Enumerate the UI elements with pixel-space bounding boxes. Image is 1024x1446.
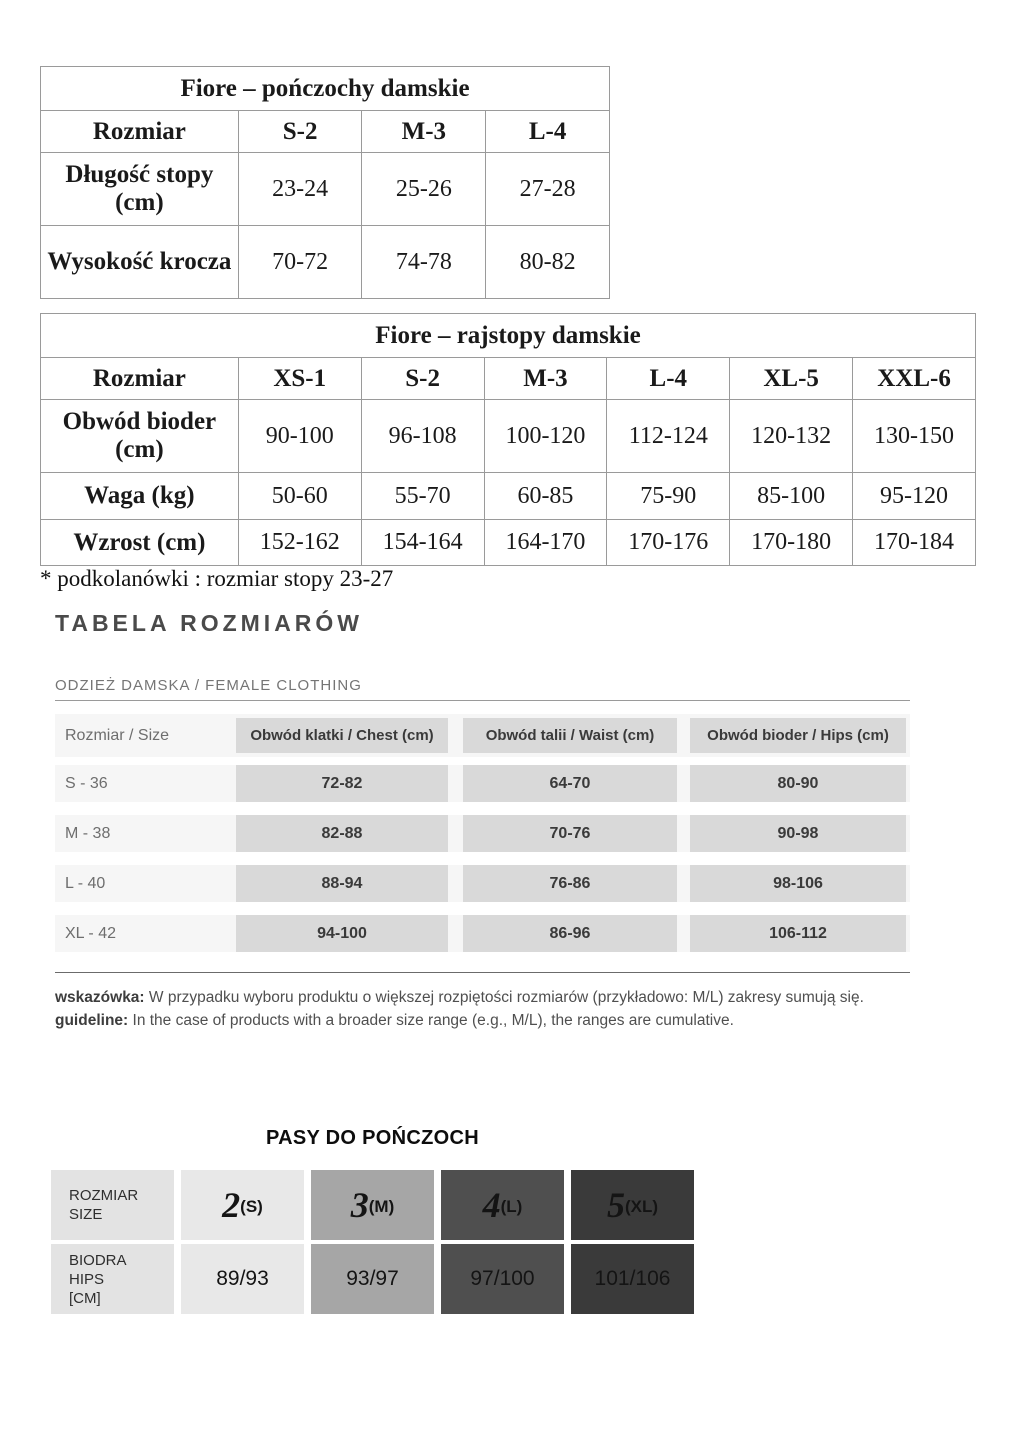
female-clothing-section-label: ODZIEŻ DAMSKA / FEMALE CLOTHING: [55, 677, 362, 694]
hint-en-text: In the case of products with a broader size range (e.g., M/L), the ranges are cumulative.: [128, 1012, 734, 1029]
stockings-header-m3: M-3: [362, 111, 486, 153]
garter-hips-label-line1: BIODRA: [69, 1251, 127, 1269]
stockings-table-title: Fiore – pończochy damskie: [41, 67, 610, 111]
table-cell: 23-24: [238, 153, 362, 226]
size-chart-row-m38: [55, 815, 910, 852]
garter-size-tag: (S): [240, 1196, 263, 1216]
garter-size-cell-s: [181, 1170, 304, 1240]
sizing-hints: [55, 986, 864, 1032]
kneesocks-footnote: * podkolanówki : rozmiar stopy 23-27: [40, 566, 394, 591]
tights-row-label-weight: Waga (kg): [41, 473, 239, 520]
hips-value: 106-112: [690, 915, 906, 952]
table-cell: 60-85: [484, 473, 607, 520]
size-chart-row-xl42: [55, 915, 910, 952]
tights-header-xs1: XS-1: [238, 358, 361, 400]
stockings-header-s2: S-2: [238, 111, 362, 153]
table-cell: 112-124: [607, 400, 730, 473]
stockings-row-label-foot-length: Długość stopy (cm): [41, 153, 239, 226]
table-cell: 170-180: [730, 520, 853, 566]
garter-hips-value: 89/93: [216, 1267, 269, 1290]
size-chart-row-l40: [55, 865, 910, 902]
table-cell: 85-100: [730, 473, 853, 520]
tights-header-rozmiar: Rozmiar: [41, 358, 239, 400]
table-cell: 100-120: [484, 400, 607, 473]
chest-value: 82-88: [236, 815, 448, 852]
table-cell: 74-78: [362, 226, 486, 299]
waist-value: 76-86: [463, 865, 677, 902]
tights-header-s2: S-2: [361, 358, 484, 400]
stockings-header-l4: L-4: [486, 111, 610, 153]
table-cell: 130-150: [853, 400, 976, 473]
hips-value: 98-106: [690, 865, 906, 902]
hint-en-label: guideline:: [55, 1012, 129, 1029]
table-cell: 80-82: [486, 226, 610, 299]
garter-size-number: 3: [350, 1185, 369, 1225]
size-label: L - 40: [65, 874, 106, 892]
divider-line: [55, 972, 910, 973]
garter-hips-cell-xl: [571, 1244, 694, 1314]
garter-belts-table: [51, 1170, 694, 1314]
table-cell: 95-120: [853, 473, 976, 520]
waist-value: 70-76: [463, 815, 677, 852]
table-cell: 90-100: [238, 400, 361, 473]
table-cell: 120-132: [730, 400, 853, 473]
garter-size-label-line2: SIZE: [69, 1206, 103, 1223]
tights-header-xl5: XL-5: [730, 358, 853, 400]
table-cell: 55-70: [361, 473, 484, 520]
table-cell: 70-72: [238, 226, 362, 299]
garter-size-tag: (M): [368, 1196, 395, 1216]
garter-hips-cell-m: [311, 1244, 434, 1314]
garter-hips-cell-l: [441, 1244, 564, 1314]
garter-size-number: 5: [606, 1185, 625, 1225]
hint-pl-label: wskazówka:: [55, 989, 145, 1006]
divider-line: [55, 700, 910, 701]
table-cell: 50-60: [238, 473, 361, 520]
hint-pl-text: W przypadku wyboru produktu o większej rozpiętości rozmiarów (przykładowo: M/L) zakresy sumują się.: [144, 989, 864, 1006]
chest-column-header: Obwód klatki / Chest (cm): [236, 718, 448, 753]
tights-size-table: [40, 313, 976, 566]
tights-table-title: Fiore – rajstopy damskie: [41, 314, 976, 358]
size-chart-heading: TABELA ROZMIARÓW: [55, 610, 364, 636]
garter-size-tag: (XL): [624, 1196, 659, 1216]
table-cell: 154-164: [361, 520, 484, 566]
garter-hips-label-line2: HIPS: [69, 1270, 105, 1288]
table-cell: 152-162: [238, 520, 361, 566]
hint-en: [55, 1009, 864, 1032]
size-chart-row-s36: [55, 765, 910, 802]
garter-hips-cell-s: [181, 1244, 304, 1314]
garter-size-number: 2: [222, 1185, 241, 1225]
garter-size-cell-xl: [571, 1170, 694, 1240]
waist-value: 86-96: [463, 915, 677, 952]
table-cell: 27-28: [486, 153, 610, 226]
table-cell: 170-176: [607, 520, 730, 566]
waist-column-header: Obwód talii / Waist (cm): [463, 718, 677, 753]
garter-size-row-label: [51, 1170, 174, 1240]
garter-hips-value: 101/106: [594, 1267, 671, 1290]
waist-value: 64-70: [463, 765, 677, 802]
size-chart-header-row: [55, 714, 910, 757]
tights-row-label-height: Wzrost (cm): [41, 520, 239, 566]
female-clothing-size-table: [55, 714, 910, 965]
tights-header-xxl6: XXL-6: [853, 358, 976, 400]
garter-size-cell-m: [311, 1170, 434, 1240]
hips-value: 80-90: [690, 765, 906, 802]
stockings-header-rozmiar: Rozmiar: [41, 111, 239, 153]
garter-size-label-line1: ROZMIAR: [69, 1187, 139, 1204]
garter-belts-heading: PASY DO POŃCZOCH: [266, 1127, 479, 1149]
table-cell: 96-108: [361, 400, 484, 473]
garter-size-tag: (L): [500, 1196, 523, 1216]
hint-pl: [55, 986, 864, 1009]
garter-hips-label-line3: [CM]: [69, 1289, 101, 1307]
size-label: S - 36: [65, 774, 108, 792]
tights-header-m3: M-3: [484, 358, 607, 400]
chest-value: 72-82: [236, 765, 448, 802]
table-cell: 170-184: [853, 520, 976, 566]
size-label: M - 38: [65, 824, 111, 842]
garter-hips-value: 97/100: [470, 1267, 535, 1290]
chest-value: 88-94: [236, 865, 448, 902]
stockings-row-label-crotch-height: Wysokość krocza: [41, 226, 239, 299]
table-cell: 75-90: [607, 473, 730, 520]
size-chart-row-header: Rozmiar / Size: [65, 726, 170, 744]
tights-header-l4: L-4: [607, 358, 730, 400]
garter-size-cell-l: [441, 1170, 564, 1240]
tights-row-label-hips: Obwód bioder (cm): [41, 400, 239, 473]
garter-hips-row-label: [51, 1244, 174, 1314]
garter-hips-value: 93/97: [346, 1267, 399, 1290]
stockings-size-table: [40, 66, 610, 299]
hips-value: 90-98: [690, 815, 906, 852]
chest-value: 94-100: [236, 915, 448, 952]
table-cell: 25-26: [362, 153, 486, 226]
hips-column-header: Obwód bioder / Hips (cm): [690, 718, 906, 753]
garter-size-number: 4: [482, 1185, 501, 1225]
table-cell: 164-170: [484, 520, 607, 566]
size-label: XL - 42: [65, 924, 116, 942]
